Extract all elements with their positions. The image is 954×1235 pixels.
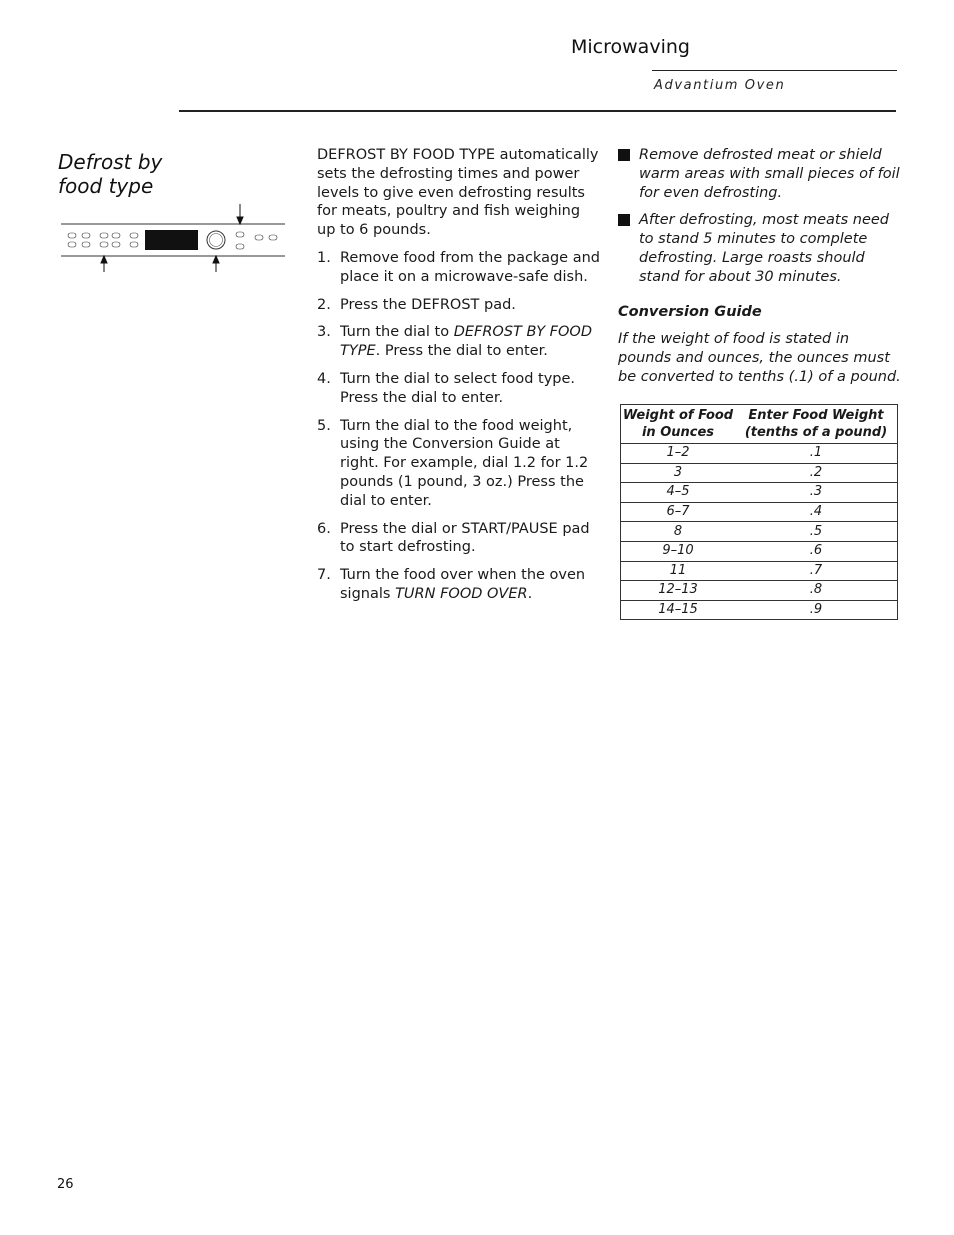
table-row: 12–13 .8 [621,581,898,601]
table-row: 8 .5 [621,522,898,542]
tips-column [618,146,902,387]
step-item: 6. Press the dial or START/PAUSE pad to start defrosting. [317,520,590,556]
step-item: 4. Turn the dial to select food type. Press the dial to enter. [317,370,576,406]
heading-line-1: Defrost by [58,150,163,174]
steps-list [317,249,602,604]
instructions-column [317,146,602,613]
square-bullet-icon [618,214,630,226]
table-row: 1–2 .1 [621,444,898,464]
step-item: 7. Turn the food over when the oven signals TURN FOOD OVER. [317,567,586,602]
table-header-row [621,405,898,444]
section-subtitle: Advantium Oven [654,78,786,93]
square-bullet-icon [618,149,630,161]
heading-line-2: food type [58,174,154,198]
page-number: 26 [57,1177,74,1192]
page-heading [58,150,258,198]
section-title: Microwaving [571,36,690,58]
conversion-guide-heading: Conversion Guide [618,303,762,320]
table-row: 4–5 .3 [621,483,898,503]
intro-paragraph: DEFROST BY FOOD TYPE automatically sets the defrosting times and power levels to give even defrosting results for meats, poultry and fish weighing up to 6 pounds. [317,147,599,239]
step-item: 1. Remove food from the package and place it on a microwave-safe dish. [317,249,600,285]
panel-dial [207,231,225,249]
table-row: 11 .7 [621,561,898,581]
panel-pads-right [236,232,277,249]
table-row: 14–15 .9 [621,600,898,620]
table-row: 6–7 .4 [621,502,898,522]
column-header-tenths: Enter Food Weight (tenths of a pound) [735,405,898,444]
conversion-table [620,404,898,620]
control-panel-illustration [58,202,288,274]
step-item: 2. Press the DEFROST pad. [317,296,516,313]
step-item: 3. Turn the dial to DEFROST BY FOOD TYPE. Press the dial to enter. [317,324,593,360]
table-row: 3 .2 [621,463,898,483]
column-header-ounces: Weight of Food in Ounces [621,405,736,444]
table-row: 9–10 .6 [621,541,898,561]
panel-display [145,230,198,250]
conversion-guide-intro: If the weight of food is stated in pounds and ounces, the ounces must be converted to tenths (.1) of a pound. [618,331,901,385]
panel-pads-left [68,233,138,247]
tip-item: After defrosting, most meats need to stand 5 minutes to complete defrosting. Large roasts should stand for about 30 minutes. [618,211,902,286]
step-item: 5. Turn the dial to the food weight, using the Conversion Guide at right. For example, dial 1.2 for 1.2 pounds (1 pound, 3 oz.) Press the dial to enter. [317,417,589,509]
header-rule [179,110,896,112]
tip-item: Remove defrosted meat or shield warm areas with small pieces of foil for even defrosting. [618,146,902,202]
header-rule-short [652,70,897,71]
